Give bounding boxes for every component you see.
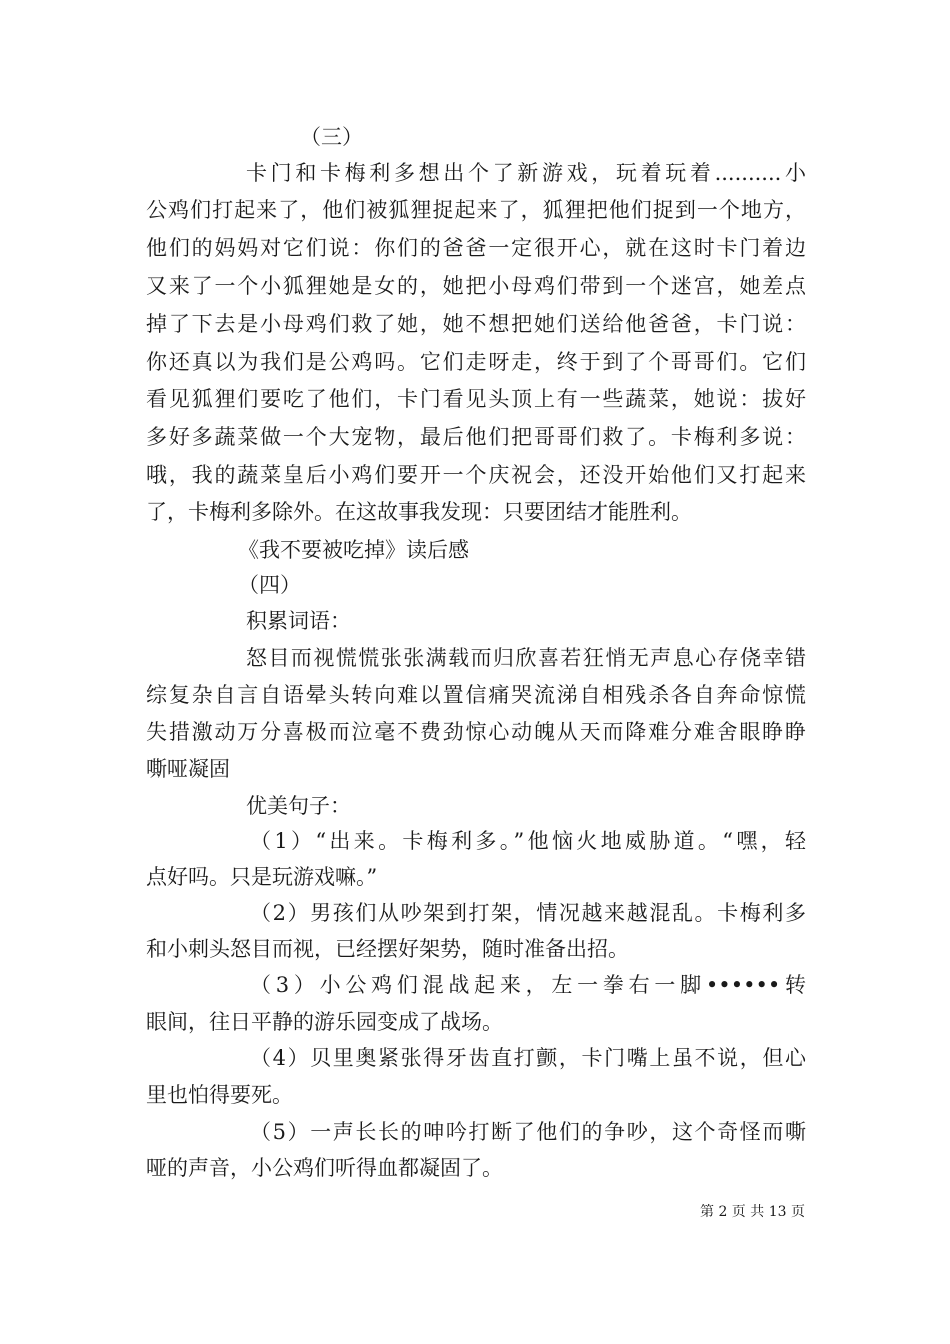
paragraph-line: 他们的妈妈对它们说：你们的爸爸一定很开心，就在这时卡门着边 <box>146 236 806 260</box>
paragraph-line: 公鸡们打起来了，他们被狐狸捉起来了，狐狸把他们捉到一个地方， <box>146 198 806 222</box>
paragraph-line: 掉了下去是小母鸡们救了她，她不想把她们送给他爸爸，卡门说： <box>146 312 806 336</box>
paragraph-line: 多好多蔬菜做一个大宠物，最后他们把哥哥们救了。卡梅利多说： <box>146 425 806 449</box>
sentences-label: 优美句子： <box>246 794 351 818</box>
book-title: 《我不要被吃掉》读后感 <box>238 538 469 562</box>
sentence-line: 点好吗。只是玩游戏嘛。” <box>146 865 378 889</box>
sentence-line: 里也怕得要死。 <box>146 1083 293 1107</box>
vocab-line: 综复杂自言自语晕头转向难以置信痛哭流涕自相残杀各自奔命惊慌 <box>146 683 806 707</box>
paragraph-line: 卡门和卡梅利多想出个了新游戏，玩着玩着..........小 <box>246 161 806 185</box>
sentence-line: （5）一声长长的呻吟打断了他们的争吵，这个奇怪而嘶 <box>250 1120 806 1144</box>
vocab-line: 嘶哑凝固 <box>146 757 230 781</box>
paragraph-line: 看见狐狸们要吃了他们，卡门看见头顶上有一些蔬菜，她说：拔好 <box>146 387 806 411</box>
sentence-line: （3）小公鸡们混战起来，左一拳右一脚••••••转 <box>250 973 806 997</box>
vocab-line: 失措激动万分喜极而泣毫不费劲惊心动魄从天而降难分难舍眼睁睁 <box>146 720 806 744</box>
paragraph-line: 哦，我的蔬菜皇后小鸡们要开一个庆祝会，还没开始他们又打起来 <box>146 463 806 487</box>
vocab-label: 积累词语： <box>246 609 351 633</box>
paragraph-line: 了，卡梅利多除外。在这故事我发现：只要团结才能胜利。 <box>146 500 692 524</box>
sentence-line: （1）“出来。卡梅利多。”他恼火地威胁道。“嘿，轻 <box>250 829 806 853</box>
sentence-line: 眼间，往日平静的游乐园变成了战场。 <box>146 1010 503 1034</box>
paragraph-line: 你还真以为我们是公鸡吗。它们走呀走，终于到了个哥哥们。它们 <box>146 350 806 374</box>
section-heading-3: （三） <box>300 125 363 149</box>
section-heading-4: （四） <box>238 573 301 597</box>
vocab-line: 怒目而视慌慌张张满载而归欣喜若狂悄无声息心存侥幸错 <box>246 646 806 670</box>
page-number: 第 2 页 共 13 页 <box>700 1204 805 1220</box>
paragraph-line: 又来了一个小狐狸她是女的，她把小母鸡们带到一个迷宫，她差点 <box>146 274 806 298</box>
sentence-line: （4）贝里奥紧张得牙齿直打颤，卡门嘴上虽不说，但心 <box>250 1046 806 1070</box>
sentence-line: （2）男孩们从吵架到打架，情况越来越混乱。卡梅利多 <box>250 901 806 925</box>
sentence-line: 哑的声音，小公鸡们听得血都凝固了。 <box>146 1156 503 1180</box>
sentence-line: 和小刺头怒目而视，已经摆好架势，随时准备出招。 <box>146 937 629 961</box>
